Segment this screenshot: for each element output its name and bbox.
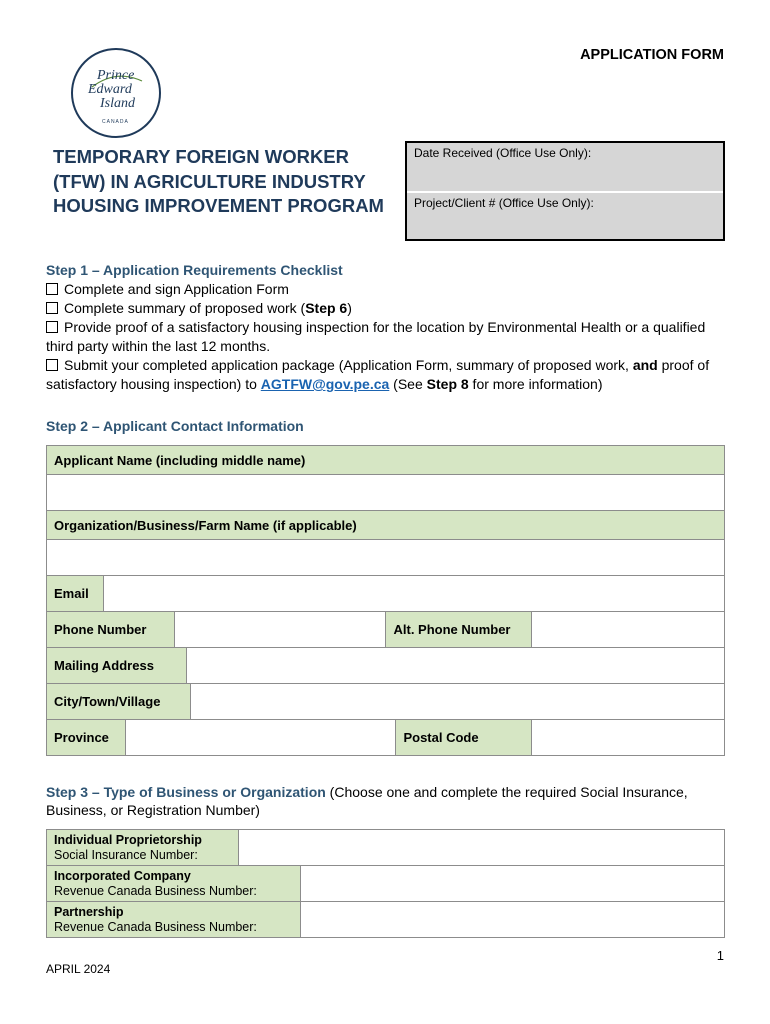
checklist-item xyxy=(46,318,736,356)
business-number-input[interactable] xyxy=(300,866,724,902)
page-number: 1 xyxy=(716,948,724,963)
step1-heading: Step 1 – Application Requirements Checklist xyxy=(46,262,343,278)
logo-word-3: Island xyxy=(100,96,135,111)
step-ref: Step 6 xyxy=(305,300,348,316)
business-number-label: Social Insurance Number: xyxy=(54,847,198,862)
postal-code-input[interactable] xyxy=(532,720,725,756)
checklist-item xyxy=(46,280,736,299)
business-type-label xyxy=(47,866,301,902)
checkbox[interactable] xyxy=(46,302,58,314)
checklist-text: Provide proof of a satisfactory housing inspection for the location by Environmental Health or a qualified third party within the last 12 months. xyxy=(46,319,706,354)
step3-intro xyxy=(46,783,736,819)
checklist-text: Submit your completed application package (Application Form, summary of proposed work, xyxy=(64,357,633,373)
logo-word-2: Edward xyxy=(88,82,132,97)
email-link[interactable]: AGTFW@gov.pe.ca xyxy=(260,376,390,392)
email-label: Email xyxy=(47,576,104,612)
step3-heading: Step 3 – Type of Business or Organization xyxy=(46,784,326,800)
checklist-text: (See xyxy=(389,376,427,392)
pei-logo xyxy=(70,47,162,139)
logo-word-1: Prince xyxy=(97,68,135,83)
applicant-name-input[interactable] xyxy=(47,475,725,511)
step2-heading: Step 2 – Applicant Contact Information xyxy=(46,418,304,434)
checkbox[interactable] xyxy=(46,283,58,295)
contact-table xyxy=(46,445,725,756)
checklist-item xyxy=(46,299,736,318)
office-use-box xyxy=(405,141,725,241)
email-input[interactable] xyxy=(103,576,724,612)
mailing-address-label: Mailing Address xyxy=(47,648,187,684)
phone-input[interactable] xyxy=(174,612,386,648)
mailing-address-input[interactable] xyxy=(186,648,724,684)
checkbox[interactable] xyxy=(46,359,58,371)
alt-phone-label: Alt. Phone Number xyxy=(386,612,532,648)
step1-section xyxy=(46,262,736,394)
postal-code-label: Postal Code xyxy=(396,720,532,756)
business-number-label: Revenue Canada Business Number: xyxy=(54,919,257,934)
step-ref: Step 8 xyxy=(426,376,469,392)
business-type-table xyxy=(46,829,725,938)
alt-phone-input[interactable] xyxy=(532,612,725,648)
form-label: APPLICATION FORM xyxy=(580,47,724,63)
checklist-text: for more information) xyxy=(468,376,603,392)
province-label: Province xyxy=(47,720,126,756)
footer-date: APRIL 2024 xyxy=(46,962,111,976)
business-type-name: Partnership xyxy=(54,904,124,919)
applicant-name-label: Applicant Name (including middle name) xyxy=(47,446,725,475)
business-type-name: Incorporated Company xyxy=(54,868,191,883)
business-number-input[interactable] xyxy=(238,830,724,866)
business-type-label xyxy=(47,902,301,938)
organization-input[interactable] xyxy=(47,540,725,576)
checklist-text: ) xyxy=(347,300,352,316)
page-title: TEMPORARY FOREIGN WORKER (TFW) IN AGRICULTURE INDUSTRY HOUSING IMPROVEMENT PROGRAM xyxy=(53,146,384,216)
business-number-label: Revenue Canada Business Number: xyxy=(54,883,257,898)
step3-instruction: (Choose one and complete the required Social Insurance, Business, or Registration Number) xyxy=(46,784,688,818)
checklist-text: Complete summary of proposed work ( xyxy=(64,300,306,316)
date-received-field[interactable]: Date Received (Office Use Only): xyxy=(414,146,592,160)
organization-label: Organization/Business/Farm Name (if applicable) xyxy=(47,511,725,540)
phone-label: Phone Number xyxy=(47,612,175,648)
province-input[interactable] xyxy=(125,720,395,756)
checklist-text: proof of satisfactory housing inspection) to xyxy=(46,357,710,392)
checklist-item xyxy=(46,356,736,394)
city-label: City/Town/Village xyxy=(47,684,191,720)
business-type-name: Individual Proprietorship xyxy=(54,832,202,847)
checklist-text: Complete and sign Application Form xyxy=(64,281,289,297)
logo-sub: CANADA xyxy=(102,119,129,125)
bold-and: and xyxy=(632,357,658,373)
checkbox[interactable] xyxy=(46,321,58,333)
city-input[interactable] xyxy=(190,684,724,720)
business-type-label xyxy=(47,830,239,866)
project-client-field[interactable]: Project/Client # (Office Use Only): xyxy=(407,191,723,239)
business-number-input[interactable] xyxy=(300,902,724,938)
